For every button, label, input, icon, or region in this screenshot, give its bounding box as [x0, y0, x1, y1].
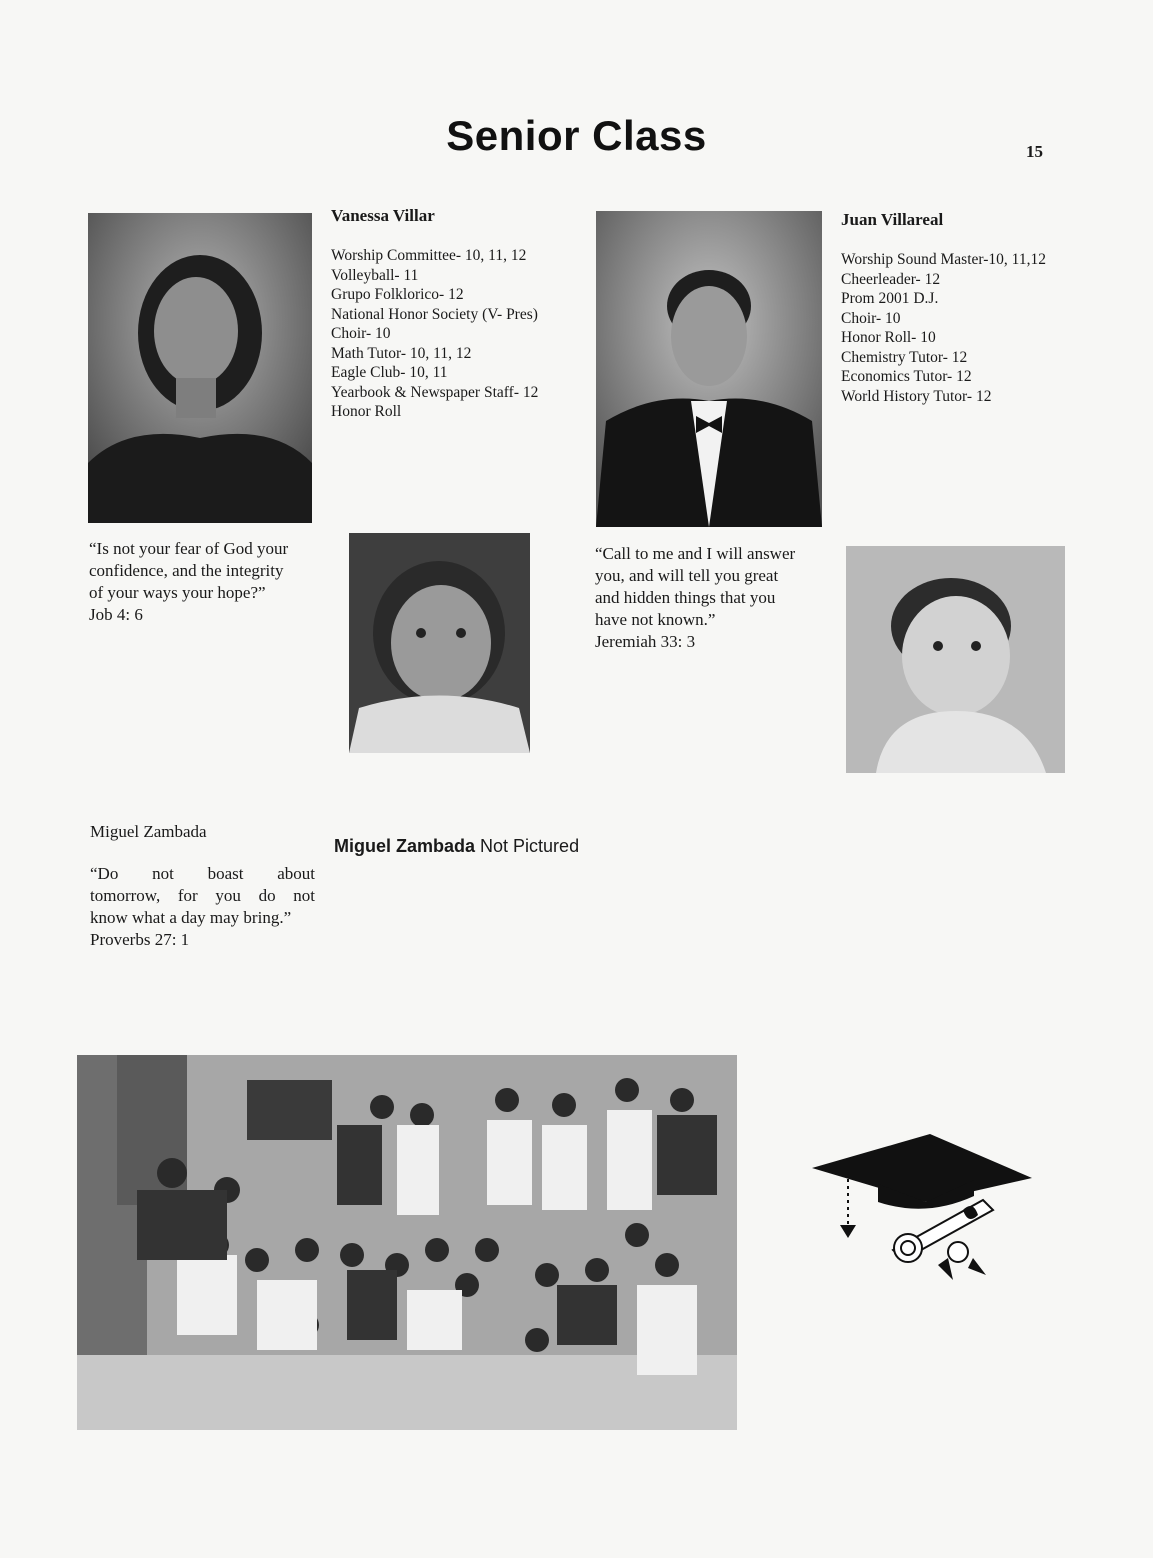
not-pictured-name: Miguel Zambada — [334, 836, 476, 856]
quote-line: tomorrow, for you do not — [90, 886, 315, 905]
activity-item: Economics Tutor- 12 — [841, 368, 972, 385]
activity-item: Grupo Folklorico- 12 — [331, 286, 464, 303]
juan-baby-photo — [846, 546, 1065, 773]
activity-item: Choir- 10 — [841, 309, 901, 327]
quote-citation: Job 4: 6 — [89, 605, 143, 624]
quote-line: confidence, and the integrity — [89, 561, 284, 580]
activities-list-vanessa — [331, 246, 538, 422]
not-pictured-label: Not Pictured — [475, 836, 580, 856]
quote-miguel — [90, 863, 315, 951]
graduation-cap-diploma-icon — [808, 1130, 1034, 1285]
quote-line: “Do not boast about — [90, 864, 315, 883]
student-name-vanessa: Vanessa Villar — [331, 206, 435, 225]
activity-item: Volleyball- 11 — [331, 266, 419, 284]
vanessa-senior-portrait — [88, 213, 312, 523]
activity-item: Choir- 10 — [331, 325, 391, 342]
quote-vanessa — [89, 538, 314, 626]
activity-item: Worship Committee- 10, 11, 12 — [331, 247, 527, 264]
quote-line: “Is not your fear of God your — [89, 539, 289, 558]
quote-line: have not known.” — [595, 610, 716, 629]
quote-line: know what a day may bring.” — [90, 908, 292, 927]
activity-item: Honor Roll- 10 — [841, 329, 936, 346]
activity-item: Chemistry Tutor- 12 — [841, 348, 968, 366]
activity-item: Cheerleader- 12 — [841, 270, 941, 288]
activity-item: Math Tutor- 10, 11, 12 — [331, 344, 472, 362]
quote-line: you, and will tell you great — [595, 566, 779, 585]
activity-item: Honor Roll — [331, 403, 402, 420]
activity-item: Eagle Club- 10, 11 — [331, 364, 448, 381]
quote-citation: Proverbs 27: 1 — [90, 930, 190, 949]
student-name-miguel: Miguel Zambada — [90, 822, 207, 841]
page-number: 15 — [1026, 142, 1043, 161]
quote-line: “Call to me and I will answer — [595, 544, 796, 563]
activity-item: Prom 2001 D.J. — [841, 290, 939, 307]
not-pictured-note — [334, 836, 579, 857]
juan-senior-portrait — [596, 211, 822, 527]
activity-item: Worship Sound Master-10, 11,12 — [841, 251, 1046, 268]
activity-item: Yearbook & Newspaper Staff- 12 — [331, 383, 539, 401]
vanessa-baby-photo — [349, 533, 530, 753]
quote-line: and hidden things that you — [595, 588, 776, 607]
activity-item: World History Tutor- 12 — [841, 387, 992, 405]
activity-item: National Honor Society (V- Pres) — [331, 305, 538, 323]
quote-juan — [595, 543, 820, 653]
quote-citation: Jeremiah 33: 3 — [595, 632, 696, 651]
activities-list-juan — [841, 250, 1046, 406]
quote-line: of your ways your hope?” — [89, 583, 266, 602]
senior-class-group-photo — [77, 1055, 737, 1430]
student-name-juan: Juan Villareal — [841, 210, 944, 229]
page-title: Senior Class — [446, 112, 707, 159]
